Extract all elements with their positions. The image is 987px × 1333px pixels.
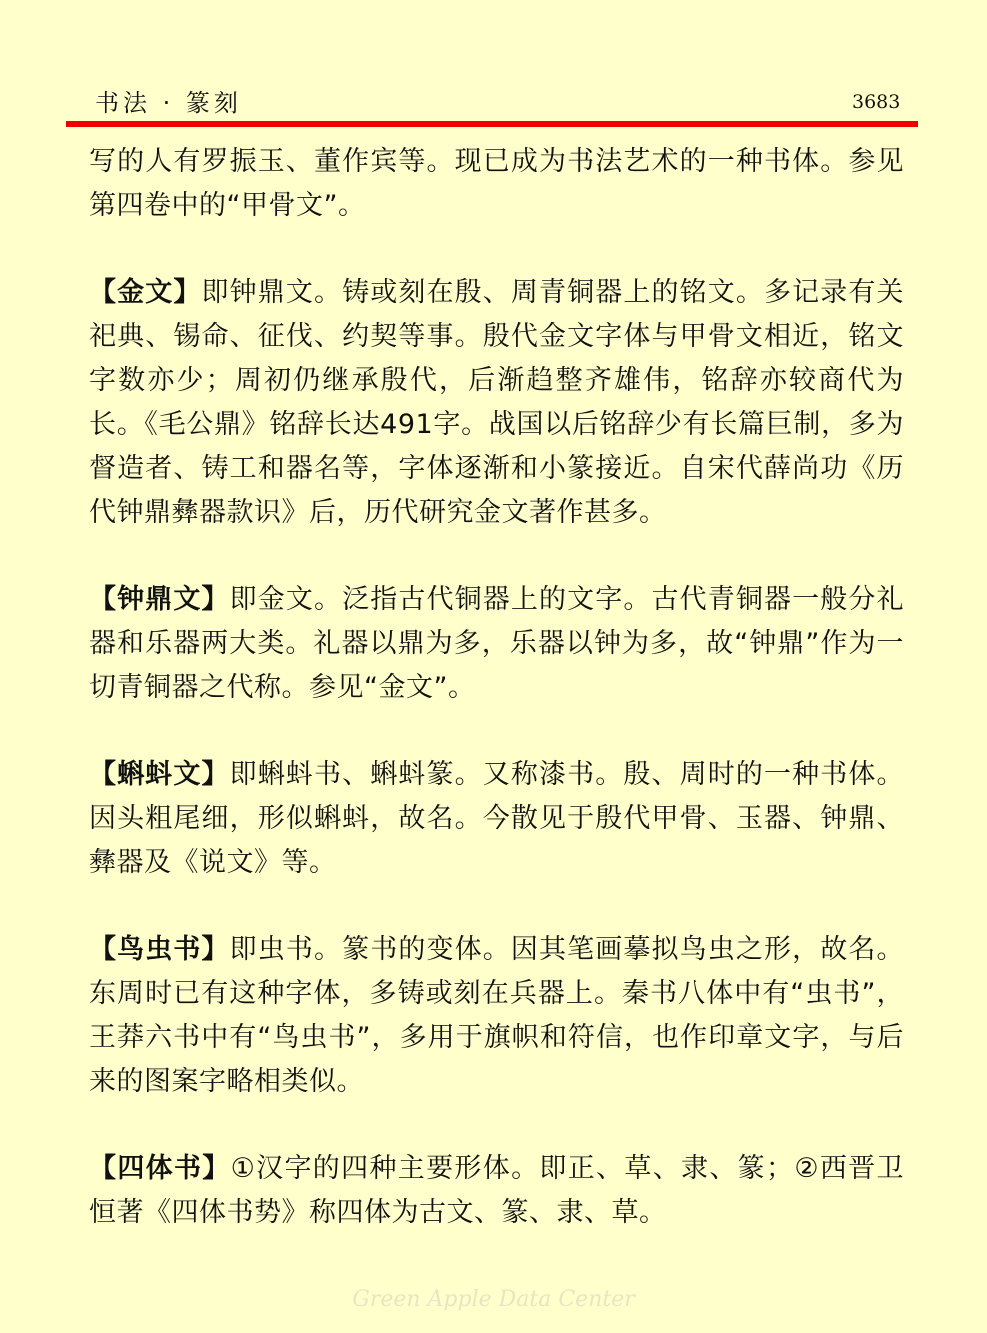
entry-sitishu bbox=[89, 1147, 904, 1235]
entry-kedouwen bbox=[89, 753, 904, 885]
entry-jinwen bbox=[89, 271, 904, 535]
header-rule bbox=[66, 121, 918, 127]
entry-text: 即虫书。篆书的变体。因其笔画摹拟鸟虫之形，故名。东周时已有这种字体，多铸或刻在兵器上。秦书八体中有“虫书”，王莽六书中有“鸟虫书”，多用于旗帜和符信，也作印章文字，与后来的图案字略相类似。 bbox=[89, 934, 904, 1097]
section-title: 书法 · 篆刻 bbox=[95, 89, 242, 117]
page-header bbox=[0, 0, 987, 130]
entry-zhongdingwen bbox=[89, 578, 904, 710]
dictionary-content bbox=[89, 140, 904, 1278]
entry-text: 即金文。泛指古代铜器上的文字。古代青铜器一般分礼器和乐器两大类。礼器以鼎为多，乐器以钟为多，故“钟鼎”作为一切青铜器之代称。参见“金文”。 bbox=[89, 584, 904, 703]
watermark: Green Apple Data Center bbox=[352, 1287, 635, 1312]
entry-text: 即钟鼎文。铸或刻在殷、周青铜器上的铭文。多记录有关祀典、锡命、征伐、约契等事。殷代金文字体与甲骨文相近，铭文字数亦少；周初仍继承殷代，后渐趋整齐雄伟，铭辞亦较商代为长。《毛公鼎》铭辞长达491字。战国以后铭辞少有长篇巨制，多为督造者、铸工和器名等，字体逐渐和小篆接近。自宋代薛尚功《历代钟鼎彝器款识》后，历代研究金文著作甚多。 bbox=[89, 277, 904, 528]
entry-continuation bbox=[89, 140, 904, 228]
entry-text: 即蝌蚪书、蝌蚪篆。又称漆书。殷、周时的一种书体。因头粗尾细，形似蝌蚪，故名。今散见于殷代甲骨、玉器、钟鼎、彝器及《说文》等。 bbox=[89, 759, 904, 878]
entry-term: 【鸟虫书】 bbox=[89, 934, 230, 965]
entry-term: 【金文】 bbox=[89, 277, 202, 308]
entry-text: ①汉字的四种主要形体。即正、草、隶、篆；②西晋卫恒著《四体书势》称四体为古文、篆、隶、草。 bbox=[89, 1153, 904, 1228]
entry-niaochongshu bbox=[89, 928, 904, 1104]
entry-text: 写的人有罗振玉、董作宾等。现已成为书法艺术的一种书体。参见第四卷中的“甲骨文”。 bbox=[89, 146, 904, 221]
page-number: 3683 bbox=[852, 91, 901, 113]
entry-term: 【四体书】 bbox=[89, 1153, 231, 1184]
entry-term: 【蝌蚪文】 bbox=[89, 759, 230, 790]
entry-term: 【钟鼎文】 bbox=[89, 584, 230, 615]
